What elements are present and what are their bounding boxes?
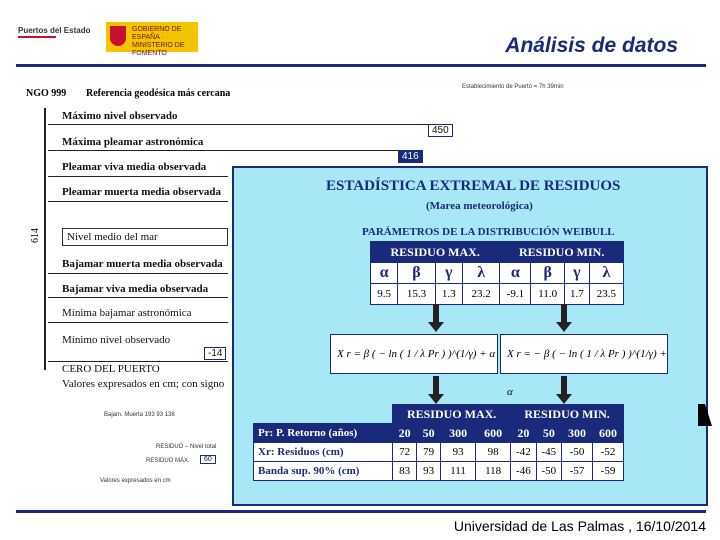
value-neg14: -14 (204, 347, 226, 360)
xr-min: -52 (592, 443, 623, 462)
mouse-cursor-icon (698, 404, 712, 426)
banda-max: 111 (441, 462, 476, 481)
param-value: 15.3 (398, 284, 435, 305)
formula-min: X r = − β ( − ln ( 1 / λ Pr ) )^(1/γ) + α (500, 334, 668, 374)
xr-min: -50 (562, 443, 593, 462)
level-line (48, 124, 448, 125)
alpha-symbol: α (500, 263, 531, 284)
level-label: Pleamar muerta media observada (62, 186, 221, 198)
pr-min: 300 (562, 424, 593, 443)
cero-puerto-label: CERO DEL PUERTO (62, 363, 160, 375)
pr-min: 50 (536, 424, 561, 443)
beta-symbol: β (398, 263, 435, 284)
param-value: 11.0 (531, 284, 564, 305)
xr-min: -42 (511, 443, 536, 462)
level-line (48, 322, 228, 323)
arrow-down-icon (561, 376, 567, 396)
value-416: 416 (398, 150, 423, 163)
xr-max: 93 (441, 443, 476, 462)
footer-divider (16, 510, 706, 513)
level-label: Bajamar viva media observada (62, 283, 209, 295)
arrow-down-icon (561, 304, 567, 324)
param-value: 1.7 (564, 284, 589, 305)
ngo-label: NGO 999 (26, 88, 67, 99)
level-line (48, 201, 228, 202)
alpha-symbol: α (371, 263, 398, 284)
level-label: Nivel medio del mar (62, 228, 228, 246)
level-line (48, 297, 228, 298)
header-residuo-max: RESIDUO MAX. (393, 405, 511, 424)
puertos-logo: Puertos del Estado (18, 26, 91, 35)
beta-symbol: β (531, 263, 564, 284)
gamma-symbol: γ (564, 263, 589, 284)
banda-min: -59 (592, 462, 623, 481)
level-line (48, 361, 228, 362)
ref-geodesica-label: Referencia geodésica más cercana (86, 88, 231, 99)
header-residuo-max: RESIDUO MAX. (371, 242, 500, 263)
slide-title: Análisis de datos (505, 34, 678, 57)
xr-max: 98 (476, 443, 511, 462)
row-label-xr: Xr: Residuos (cm) (254, 443, 393, 462)
panel-title: ESTADÍSTICA EXTREMAL DE RESIDUOS (326, 178, 621, 194)
pr-max: 300 (441, 424, 476, 443)
puertos-logo-bar (18, 36, 56, 38)
banda-max: 93 (417, 462, 441, 481)
xr-max: 72 (393, 443, 417, 462)
return-period-table (253, 404, 624, 481)
header-residuo-min: RESIDUO MIN. (500, 242, 624, 263)
pr-min: 600 (592, 424, 623, 443)
footer-text: Universidad de Las Palmas , 16/10/2014 (453, 518, 706, 534)
banda-min: -46 (511, 462, 536, 481)
param-value: 1.3 (435, 284, 462, 305)
snippet-note: Valores expresados en cm (100, 478, 171, 484)
banda-min: -57 (562, 462, 593, 481)
right-snippet: Establecimiento de Puerto = 7h 39min (462, 84, 564, 90)
arrow-down-icon (433, 304, 439, 324)
param-value: 23.2 (462, 284, 499, 305)
level-label: Pleamar viva media observada (62, 161, 207, 173)
weibull-params-table (370, 241, 624, 305)
units-note: Valores expresados en cm; con signo (62, 378, 225, 390)
snippet-residuo-val: 60 (200, 455, 216, 464)
param-value: -9.1 (500, 284, 531, 305)
xr-min: -45 (536, 443, 561, 462)
param-value: 23.5 (589, 284, 623, 305)
pr-max: 50 (417, 424, 441, 443)
shield-icon (110, 26, 126, 46)
header-residuo-min: RESIDUO MIN. (511, 405, 624, 424)
banda-max: 118 (476, 462, 511, 481)
xr-max: 79 (417, 443, 441, 462)
row-label-pr: Pr: P. Retorno (años) (254, 424, 393, 443)
row-label-banda: Banda sup. 90% (cm) (254, 462, 393, 481)
value-450: 450 (428, 124, 453, 137)
level-label: Mínima bajamar astronómica (62, 307, 192, 319)
level-label: Máximo nivel observado (62, 110, 178, 122)
weibull-params-title: PARÁMETROS DE LA DISTRIBUCIÓN WEIBULL (362, 226, 615, 238)
level-label: Mínimo nivel observado (62, 334, 171, 346)
ministerio-text: GOBIERNO DE ESPAÑA · MINISTERIO DE FOMENTO (132, 26, 185, 57)
header-divider (16, 64, 706, 67)
panel-subtitle: (Marea meteorológica) (426, 200, 533, 212)
level-label: Máxima pleamar astronómica (62, 136, 204, 148)
arrow-down-icon (433, 376, 439, 396)
lambda-symbol: λ (462, 263, 499, 284)
lambda-symbol: λ (589, 263, 623, 284)
level-line (48, 273, 228, 274)
vertical-axis (44, 108, 46, 370)
blank-cell (254, 405, 393, 424)
banda-max: 83 (393, 462, 417, 481)
snippet-row: Bajam. Muerta 193 93 138 (104, 412, 175, 418)
pr-max: 600 (476, 424, 511, 443)
snippet-residuo-max: RESIDUO MÁX. (146, 458, 190, 464)
cota-label: 614 (30, 228, 41, 243)
pr-max: 20 (393, 424, 417, 443)
snippet-residuo: RESIDUO – Nivel total (156, 444, 217, 450)
formula-max: X r = β ( − ln ( 1 / λ Pr ) )^(1/γ) + α (330, 334, 498, 374)
level-line (48, 176, 228, 177)
gamma-symbol: γ (435, 263, 462, 284)
pr-min: 20 (511, 424, 536, 443)
level-line (48, 150, 398, 151)
banda-min: -50 (536, 462, 561, 481)
level-label: Bajamar muerta media observada (62, 258, 223, 270)
param-value: 9.5 (371, 284, 398, 305)
